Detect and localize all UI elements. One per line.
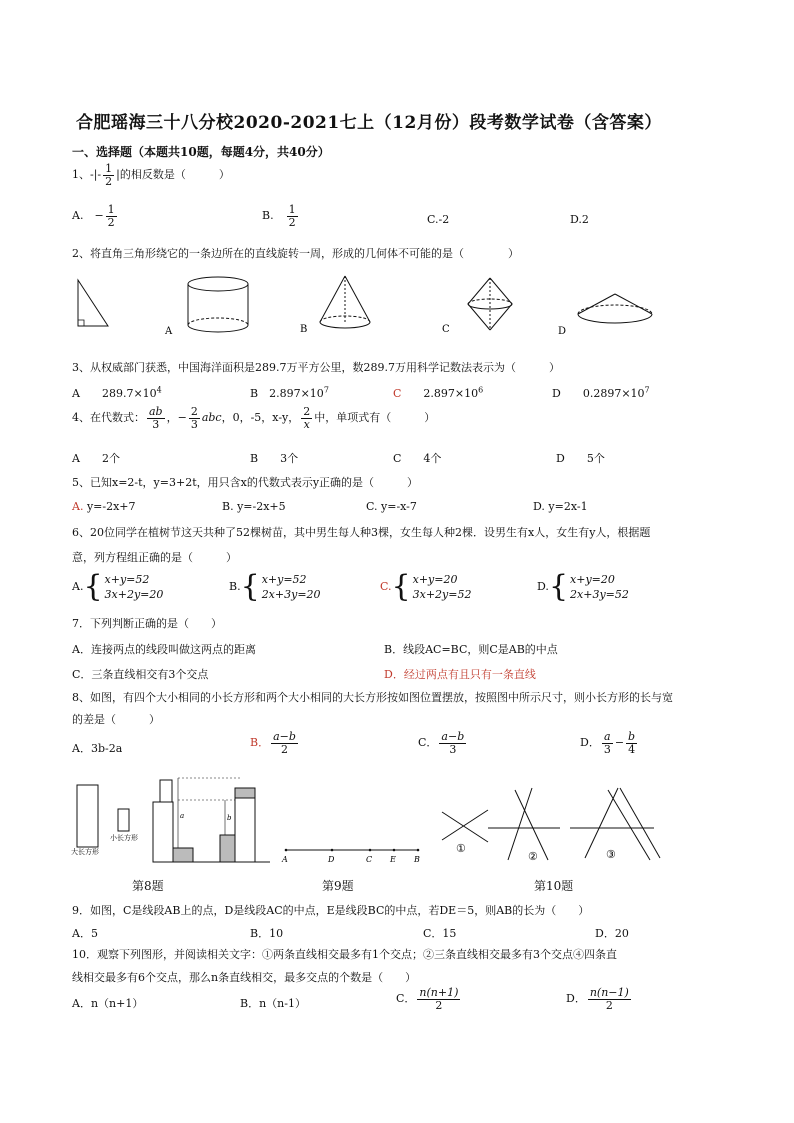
q6-option-b bbox=[229, 569, 321, 604]
den: 3 bbox=[603, 742, 611, 756]
num: 1 bbox=[288, 203, 296, 216]
fraction bbox=[287, 204, 298, 228]
fraction bbox=[588, 987, 631, 1011]
num: a−b bbox=[441, 730, 465, 743]
q9-option-c: C．15 bbox=[423, 927, 457, 940]
fig9-segment bbox=[281, 849, 420, 864]
num: 1 bbox=[107, 203, 115, 216]
option-label: B． bbox=[250, 736, 270, 750]
q1-option-d: D.2 bbox=[570, 213, 589, 226]
q1-prefix: 1、-|- bbox=[72, 168, 102, 182]
option-label: B. bbox=[262, 209, 274, 223]
num: ab bbox=[149, 405, 163, 418]
question-8-line-1: 8、如图，有四个大小相同的小长方形和两个大小相同的大长方形按如图位置摆放，按照图中所示尺寸，则小长方形的长与宽 bbox=[72, 691, 673, 704]
q6-option-a bbox=[72, 569, 164, 604]
eq-2: 2x+3y=52 bbox=[570, 588, 629, 601]
option-label: B. bbox=[229, 580, 241, 593]
option-label: D． bbox=[580, 736, 600, 750]
q5-option-c: C. y=-x-7 bbox=[366, 500, 417, 513]
question-7: 7．下列判断正确的是（ ） bbox=[72, 617, 222, 630]
q8-option-d: D． $\frac{a}{3}$ − $\frac{b}{4}$ bbox=[580, 730, 636, 756]
option-label: D. bbox=[537, 580, 549, 593]
question-4: 4、在代数式： $\frac{ab}{3}$ ，− $\frac{2}{3}$ abc，0，-5，x-y， $\frac{2}{x}$ 中，单项式有（ ） bbox=[72, 405, 436, 431]
fig8-diagram bbox=[71, 778, 270, 862]
option-label: C. bbox=[380, 580, 392, 593]
wide-cone-shape bbox=[578, 294, 652, 323]
num: b bbox=[628, 730, 636, 743]
question-3: 3、从权威部门获悉，中国海洋面积是289.7万平方公里，数289.7万用科学记数法表示为（ ） bbox=[72, 361, 560, 374]
question-5: 5、已知x=2-t，y=3+2t，用只含x的代数式表示y正确的是（ ） bbox=[72, 476, 419, 489]
q3-option-c bbox=[393, 385, 483, 401]
option-value: 0.2897×10 bbox=[582, 387, 645, 400]
question-9: 9．如图，C是线段AB上的点，D是线段AC的中点，E是线段BC的中点，若DE＝5，则AB的长为（ ） bbox=[72, 904, 590, 917]
q1-option-c: C.-2 bbox=[427, 213, 450, 226]
cylinder-shape bbox=[188, 277, 248, 332]
q6-option-c bbox=[380, 569, 472, 604]
system bbox=[105, 572, 164, 602]
exponent: 7 bbox=[323, 385, 329, 395]
den: 2 bbox=[435, 998, 443, 1012]
q10-option-b: B．n（n-1） bbox=[240, 997, 306, 1010]
q4-option-c: C 4个 bbox=[393, 452, 442, 465]
exponent: 6 bbox=[478, 385, 484, 395]
q7-option-c: C．三条直线相交有3个交点 bbox=[72, 668, 209, 681]
eq-2: 2x+3y=20 bbox=[261, 588, 321, 601]
q4-prefix: 4、在代数式： bbox=[72, 411, 145, 425]
circle-1-label: ① bbox=[456, 842, 466, 855]
system bbox=[570, 572, 629, 602]
q4-option-b: B 3个 bbox=[250, 452, 299, 465]
q8-option-a: A．3b-2a bbox=[72, 742, 123, 755]
fig-label-d: D bbox=[558, 326, 567, 337]
fig-label-b: B bbox=[300, 324, 308, 335]
q10-option-a: A．n（n+1） bbox=[72, 997, 144, 1010]
q1-num: 1 bbox=[105, 162, 113, 175]
dim-b-label: b bbox=[227, 814, 232, 822]
brace: { bbox=[240, 569, 260, 604]
option-label: D bbox=[552, 387, 561, 400]
fraction bbox=[439, 731, 466, 755]
q6-option-d bbox=[537, 569, 629, 604]
num: 2 bbox=[190, 405, 198, 418]
fig9-caption: 第9题 bbox=[322, 879, 354, 893]
option-label: C bbox=[393, 387, 402, 400]
q4-option-d: D 5个 bbox=[556, 452, 605, 465]
system bbox=[262, 572, 321, 602]
q3-option-d bbox=[552, 385, 650, 401]
fig-label-a: A bbox=[165, 326, 173, 337]
num: 2 bbox=[303, 405, 311, 418]
small-rect-label: 小长方形 bbox=[110, 834, 138, 842]
q1-option-b bbox=[262, 204, 300, 228]
fig8-caption: 第8题 bbox=[132, 879, 164, 893]
point-c-label: C bbox=[366, 855, 373, 864]
q8-option-c bbox=[418, 731, 468, 755]
eq-2: 3x+2y=52 bbox=[412, 588, 472, 601]
q4-fraction-3 bbox=[301, 406, 312, 430]
den: 2 bbox=[288, 215, 296, 229]
exponent: 4 bbox=[156, 385, 162, 395]
option-label: C． bbox=[396, 992, 416, 1006]
fraction-1 bbox=[602, 731, 613, 755]
double-cone-shape bbox=[468, 278, 512, 330]
num: n(n−1) bbox=[589, 986, 629, 999]
right-triangle-shape bbox=[78, 280, 108, 326]
question-10-line-2: 线相交最多有6个交点，那么n条直线相交，最多交点的个数是（ ） bbox=[72, 971, 417, 984]
q4-middle: ，0，-5，x-y， bbox=[221, 411, 300, 425]
point-d-label: D bbox=[328, 855, 335, 864]
fraction-2 bbox=[626, 731, 637, 755]
question-1 bbox=[72, 163, 230, 187]
option-value: y=-2x+7 bbox=[86, 500, 136, 513]
num: n(n+1) bbox=[419, 986, 459, 999]
q9-option-b: B．10 bbox=[250, 927, 284, 940]
q7-option-a: A．连接两点的线段叫做这两点的距离 bbox=[72, 643, 256, 656]
circle-2-label: ② bbox=[528, 850, 538, 863]
right-angle-mark bbox=[78, 320, 84, 326]
cone-shape bbox=[320, 276, 370, 328]
option-value: 2.897×10 bbox=[423, 387, 479, 400]
eq-1: x+y=52 bbox=[104, 573, 150, 586]
q4-fraction-1 bbox=[147, 406, 165, 430]
option-value: 289.7×10 bbox=[101, 387, 157, 400]
system bbox=[413, 572, 472, 602]
den: 2 bbox=[605, 998, 613, 1012]
sign: − bbox=[94, 209, 104, 223]
q5-option-b: B. y=-2x+5 bbox=[222, 500, 286, 513]
question-2: 2、将直角三角形绕它的一条边所在的直线旋转一周，形成的几何体不可能的是（ ） bbox=[72, 247, 519, 260]
den: 3 bbox=[152, 417, 160, 431]
big-rect-label: 大长方形 bbox=[71, 848, 99, 856]
brace: { bbox=[391, 569, 411, 604]
den: 3 bbox=[190, 417, 198, 431]
option-label: D． bbox=[566, 992, 586, 1006]
fig10-caption: 第10题 bbox=[534, 879, 574, 893]
q5-option-d: D. y=2x-1 bbox=[533, 500, 588, 513]
figures-row bbox=[60, 770, 680, 870]
option-label: A. bbox=[72, 500, 84, 513]
option-label: A. bbox=[72, 209, 84, 223]
sign: − bbox=[177, 411, 187, 425]
question-6-line-1: 6、20位同学在植树节这天共种了52棵树苗，其中男生每人种3棵，女生每人种2棵．设男生有x人，女生有y人，根据题 bbox=[72, 526, 651, 539]
point-b-label: B bbox=[414, 855, 420, 864]
q3-option-a bbox=[72, 385, 162, 401]
exponent: 7 bbox=[644, 385, 650, 395]
q10-option-c bbox=[396, 987, 462, 1011]
fig10-lines bbox=[442, 788, 660, 863]
den: 4 bbox=[628, 742, 636, 756]
q4-option-a: A 2个 bbox=[72, 452, 120, 465]
question-6-line-2: 意，列方程组正确的是（ ） bbox=[72, 551, 237, 564]
fraction bbox=[271, 731, 298, 755]
fraction bbox=[417, 987, 460, 1011]
q9-option-a: A．5 bbox=[72, 927, 98, 940]
page-title: 合肥瑶海三十八分校2020-2021七上（12月份）段考数学试卷（含答案） bbox=[76, 113, 662, 133]
q10-option-d bbox=[566, 987, 633, 1011]
q4-fraction-2 bbox=[189, 406, 200, 430]
q2-figures bbox=[70, 272, 660, 342]
q1-suffix: |的相反数是（ ） bbox=[116, 168, 230, 182]
fraction bbox=[106, 204, 117, 228]
point-e-label: E bbox=[390, 855, 396, 864]
option-label: C． bbox=[418, 736, 438, 750]
den: x bbox=[303, 417, 310, 431]
option-label: B bbox=[250, 387, 259, 400]
dim-a-label: a bbox=[180, 812, 185, 820]
option-label: A. bbox=[72, 580, 84, 593]
eq-1: x+y=20 bbox=[570, 573, 615, 586]
den: 3 bbox=[449, 742, 457, 756]
fig-label-c: C bbox=[442, 324, 450, 335]
question-8-line-2: 的差是（ ） bbox=[72, 713, 160, 726]
eq-1: x+y=52 bbox=[261, 573, 307, 586]
point-a-label: A bbox=[282, 855, 288, 864]
q7-option-d: D．经过两点有且只有一条直线 bbox=[384, 668, 536, 681]
q4-suffix: 中，单项式有（ ） bbox=[314, 411, 436, 425]
q1-den: 2 bbox=[105, 174, 113, 188]
q9-option-d: D．20 bbox=[595, 927, 629, 940]
option-label: A bbox=[72, 387, 80, 400]
num: a−b bbox=[273, 730, 296, 743]
den: 2 bbox=[107, 215, 115, 229]
num: a bbox=[604, 730, 611, 743]
q7-option-b: B．线段AC=BC，则C是AB的中点 bbox=[384, 643, 558, 656]
q8-option-b bbox=[250, 731, 300, 755]
question-10-line-1: 10．观察下列图形，并阅读相关文字：①两条直线相交最多有1个交点；②三条直线相交最多有3个交点④四条直 bbox=[72, 948, 617, 961]
eq-2: 3x+2y=20 bbox=[104, 588, 164, 601]
q1-option-a bbox=[72, 204, 119, 228]
q5-option-a bbox=[72, 500, 136, 513]
brace: { bbox=[83, 569, 103, 604]
section-heading: 一、选择题（本题共10题，每题4分，共40分） bbox=[72, 145, 330, 159]
option-value: 2.897×10 bbox=[269, 387, 324, 400]
q3-option-b bbox=[250, 385, 329, 401]
den: 2 bbox=[281, 742, 288, 756]
eq-1: x+y=20 bbox=[412, 573, 458, 586]
term: abc bbox=[201, 411, 222, 425]
circle-3-label: ③ bbox=[606, 848, 616, 861]
q1-fraction bbox=[103, 163, 114, 187]
brace: { bbox=[548, 569, 569, 604]
